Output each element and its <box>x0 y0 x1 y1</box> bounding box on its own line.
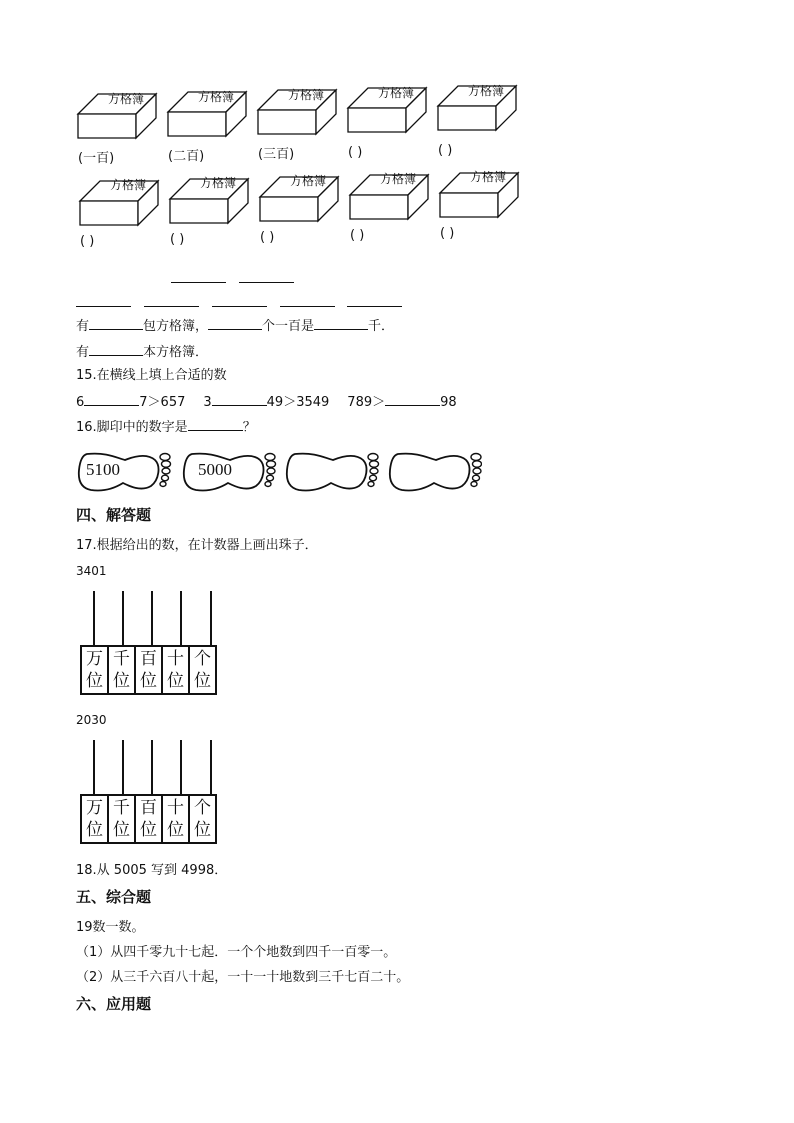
question-18: 18.从 5005 写到 4998． <box>76 863 228 878</box>
q14-text: 有 <box>76 319 90 334</box>
question-17-title: 17.根据给出的数，在计数器上画出珠子． <box>76 538 318 553</box>
q14-text: 个一百是 <box>262 319 315 334</box>
answer-blank[interactable] <box>188 418 243 431</box>
section-4-heading: 四、解答题 <box>76 506 152 524</box>
notebook-cover-label: 方格簿 <box>468 84 505 98</box>
notebook-count-label: (一百) <box>78 151 115 166</box>
answer-blank[interactable] <box>76 306 131 307</box>
notebook-figure <box>70 80 530 260</box>
notebook-cover-label: 方格簿 <box>470 170 507 184</box>
q14-text: 包方格簿， <box>143 319 209 334</box>
notebook-count-blank[interactable]: ( ) <box>440 226 455 241</box>
q15-items <box>76 393 457 411</box>
answer-blank[interactable] <box>89 343 143 356</box>
notebook-count-blank[interactable]: ( ) <box>80 234 95 249</box>
abacus-2-place-table <box>80 794 217 844</box>
question-19-title: 19数一数。 <box>76 920 145 935</box>
footprints-figure <box>72 448 482 494</box>
place-cell-wan: 万 位 <box>81 646 108 694</box>
question-19-part-1: （1）从四千零九十七起．一个个地数到四千一百零一。 <box>76 945 397 960</box>
notebook-cover-label: 方格簿 <box>110 178 147 192</box>
answer-blank[interactable] <box>89 317 143 330</box>
abacus-1-rods[interactable] <box>80 591 226 647</box>
notebook-cover-label: 方格簿 <box>290 174 327 188</box>
notebook-cover-label: 方格簿 <box>200 176 237 190</box>
q15-text: 789＞ <box>347 395 386 410</box>
q15-text: 49＞3549 <box>266 395 330 410</box>
answer-blank[interactable] <box>239 282 294 283</box>
footprint <box>287 454 379 491</box>
answer-blank[interactable] <box>171 282 226 283</box>
abacus-1-place-table <box>80 645 217 695</box>
answer-blank[interactable] <box>144 306 199 307</box>
footprint <box>390 454 482 491</box>
place-cell-shi: 十 位 <box>162 795 189 843</box>
notebook-cover-label: 方格簿 <box>378 86 415 100</box>
place-cell-ge: 个 位 <box>189 646 216 694</box>
notebook-cover-label: 方格簿 <box>108 92 145 106</box>
place-cell-bai: 百 位 <box>135 646 162 694</box>
place-cell-qian: 千 位 <box>108 795 135 843</box>
section-6-heading: 六、应用题 <box>76 995 152 1013</box>
q15-text: 3 <box>203 395 212 410</box>
notebook-count-label: (三百) <box>258 147 295 162</box>
answer-blank[interactable] <box>347 306 402 307</box>
notebook-count-blank[interactable]: ( ) <box>170 232 185 247</box>
q14-line2 <box>76 343 208 361</box>
question-16-title <box>76 418 256 436</box>
section-5-heading: 五、综合题 <box>76 888 152 906</box>
place-cell-bai: 百 位 <box>135 795 162 843</box>
place-cell-wan: 万 位 <box>81 795 108 843</box>
place-cell-ge: 个 位 <box>189 795 216 843</box>
q15-text: 6 <box>76 395 85 410</box>
place-cell-shi: 十 位 <box>162 646 189 694</box>
notebook-count-blank[interactable]: ( ) <box>438 143 453 158</box>
answer-blank[interactable] <box>212 306 267 307</box>
footprint-number: 5100 <box>86 460 120 479</box>
place-cell-qian: 千 位 <box>108 646 135 694</box>
notebook-count-blank[interactable]: ( ) <box>348 145 363 160</box>
notebook-cover-label: 方格簿 <box>380 172 417 186</box>
notebook-cover-label: 方格簿 <box>198 90 235 104</box>
q15-text: 7＞657 <box>139 395 186 410</box>
notebook-cover-label: 方格簿 <box>288 88 325 102</box>
question-19-part-2: （2）从三千六百八十起，一十一十地数到三千七百二十。 <box>76 970 410 985</box>
answer-blank[interactable] <box>314 317 368 330</box>
abacus-2-rods[interactable] <box>80 740 226 796</box>
answer-blank[interactable] <box>208 317 262 330</box>
q14-text: 千． <box>368 319 395 334</box>
q15-text: 98 <box>440 395 457 410</box>
notebook-count-label: (二百) <box>168 149 205 164</box>
q14-line1 <box>76 317 394 335</box>
answer-blank[interactable] <box>212 393 267 406</box>
abacus-2-number: 2030 <box>76 713 107 727</box>
question-15-title: 15.在横线上填上合适的数 <box>76 368 227 383</box>
q16-text: ？ <box>242 420 256 435</box>
q16-text: 16.脚印中的数字是 <box>76 420 188 435</box>
footprint-number: 5000 <box>198 460 232 479</box>
notebook-count-blank[interactable]: ( ) <box>260 230 275 245</box>
abacus-1-number: 3401 <box>76 564 107 578</box>
answer-blank[interactable] <box>84 393 139 406</box>
q14-text: 本方格簿． <box>143 345 209 360</box>
q14-text: 有 <box>76 345 90 360</box>
answer-blank[interactable] <box>385 393 440 406</box>
notebook-count-blank[interactable]: ( ) <box>350 228 365 243</box>
answer-blank[interactable] <box>280 306 335 307</box>
